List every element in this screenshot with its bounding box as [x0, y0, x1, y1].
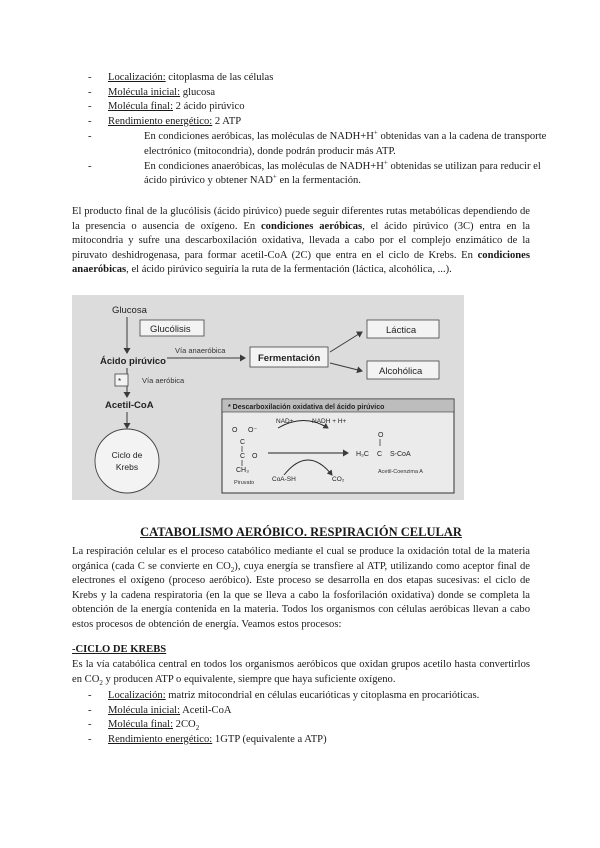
subscript: 2: [195, 724, 200, 733]
list-item-label: Molécula final:: [108, 719, 174, 731]
superscript: +: [383, 158, 388, 167]
pyruvate-o1: O: [232, 427, 238, 434]
nad-label: NAD+: [276, 418, 294, 425]
list-item-text: 2 ácido pirúvico: [173, 101, 245, 113]
via-aerobica-label: Vía aeróbica: [142, 376, 185, 385]
list-item-label: Localización:: [108, 690, 166, 701]
acetyl-h3c: H₃C: [356, 451, 369, 458]
section-title: CATABOLISMO AERÓBICO. RESPIRACIÓN CELULAR: [140, 525, 462, 539]
sub-item-text: en la fermentación.: [276, 175, 361, 187]
krebs-cycle-circle: [95, 429, 159, 493]
star-label: *: [118, 377, 122, 386]
glycolysis-list: [108, 71, 548, 189]
acetil-coa-label: Acetil-CoA: [105, 400, 154, 411]
respiration-paragraph: [72, 545, 530, 633]
subscript: 2: [230, 565, 235, 574]
krebs-paragraph: [72, 658, 530, 687]
sub-item-text: obtenidas se utilizan para reducir el ácido pirúvico y obtener NAD: [144, 160, 541, 187]
list-item: [108, 86, 548, 101]
list-item: [108, 733, 548, 748]
co2-label: CO₂: [332, 476, 345, 483]
list-item: [108, 704, 548, 719]
krebs-label-line2: Krebs: [115, 462, 139, 472]
bold-text: condiciones anaeróbicas: [72, 249, 530, 276]
subscript: 2: [99, 678, 103, 687]
list-item-label: Localización:: [108, 72, 166, 83]
paragraph-text: , el ácido pirúvico seguiría la ruta de la fermentación (láctica, alcohólica, ...).: [126, 264, 452, 276]
list-item-label: Rendimiento energético:: [108, 115, 213, 127]
list-item-label: Rendimiento energético:: [108, 733, 213, 745]
pyruvate-fate-diagram: [72, 295, 464, 500]
alcoholica-label: Alcohólica: [379, 366, 423, 377]
list-item: [108, 718, 548, 733]
glucolisis-label: Glucólisis: [150, 324, 191, 335]
via-anaerobica-label: Vía anaeróbica: [175, 346, 226, 355]
pyruvate-ch3: CH₃: [236, 467, 249, 474]
sub-item-text: obtenidas van a la cadena de transporte electrónico (mitocondria), donde podrán producir más ATP.: [144, 131, 547, 157]
paragraph-text: Es la vía catabólica central en todos los organismos aeróbicos que oxidan grupos acetilo hasta convertirlos en CO: [72, 659, 530, 685]
acetyl-caption: Acetil-Coenzima A: [378, 469, 423, 475]
paragraph-text: La respiración celular es el proceso catabólico mediante el cual se produce la oxidación total de la materia orgánica (cada C se convierte en CO: [72, 546, 530, 572]
pyruvate-paragraph: [72, 205, 530, 278]
bold-text: condiciones aeróbicas: [260, 220, 363, 232]
paragraph-text: El producto final de la glucólisis (ácido pirúvico) puede seguir diferentes rutas metabólicas dependiendo de la presencia o ausencia de oxígeno. En: [72, 206, 530, 232]
nadh-label: NADH + H+: [312, 418, 347, 425]
list-item-text: Acetil-CoA: [180, 704, 232, 716]
pyruvate-caption: Piruvato: [234, 480, 255, 486]
inset-title: * Descarboxilación oxidativa del ácido pirúvico: [228, 404, 385, 411]
superscript: +: [272, 172, 277, 181]
sub-list-item: [108, 130, 548, 159]
acetyl-c: C: [377, 451, 383, 458]
list-item-label: Molécula inicial:: [108, 86, 181, 98]
glucosa-label: Glucosa: [112, 305, 147, 316]
superscript: +: [373, 128, 378, 137]
acetyl-s-coa: S-CoA: [390, 451, 411, 458]
lactica-label: Láctica: [386, 325, 417, 336]
list-item: [108, 689, 548, 704]
paragraph-text: , el ácido pirúvico (3C) entra en la mitocondria y sufre una descarboxilación oxidativa, llevada a cabo por el complejo enzimático de la piruvato deshidrogenasa, para formar acetil-CoA (2C) que entra en el ciclo de Krebs. En: [72, 220, 530, 261]
list-item-text: 2 ATP: [212, 115, 242, 127]
list-item: [108, 115, 548, 189]
sub-item-text: En condiciones aeróbicas, las moléculas de NADH+H: [144, 131, 374, 143]
list-item-text: citoplasma de las células: [165, 72, 274, 83]
sub-list-item: [108, 160, 548, 189]
paragraph-text: ), cuya energía se transfiere al ATP, utilizando como aceptor final de electrones el oxígeno (proceso aeróbico). Este proceso se desarrolla en dos etapas sucesivas: el ciclo de Krebs y la cadena respiratoria (en la que se lleva a cabo la fosforilación oxidativa) donde se completa la obtención de la energía contenida en la materia. Todos los organismos con células aeróbicas llevan a cabo estos procesos de obtención de energía. Veamos estos procesos:: [72, 560, 530, 630]
star-box: [115, 374, 128, 386]
acetyl-o: O: [378, 432, 384, 439]
list-item: [108, 100, 548, 115]
list-item-text: 2CO: [173, 719, 196, 731]
fermentacion-label: Fermentación: [258, 353, 321, 364]
sub-item-text: En condiciones anaeróbicas, las moléculas de NADH+H: [144, 160, 384, 172]
pyruvate-c1: C: [240, 439, 246, 446]
list-item-label: Molécula final:: [108, 101, 174, 113]
list-item-text: glucosa: [180, 86, 216, 98]
list-item-label: Molécula inicial:: [108, 704, 181, 716]
list-item-text: 1GTP (equivalente a ATP): [212, 733, 327, 745]
coa-sh-label: CoA-SH: [272, 476, 296, 483]
list-item-text: matriz mitocondrial en células eucarióticas y citoplasma en procarióticas.: [165, 690, 480, 701]
krebs-label-line1: Ciclo de: [111, 450, 143, 460]
pyruvate-o-minus: O⁻: [248, 427, 258, 434]
pyruvate-o2: O: [252, 453, 258, 460]
krebs-heading: -CICLO DE KREBS: [72, 644, 167, 655]
pyruvate-c2: C: [240, 453, 246, 460]
acido-piruvico-label: Ácido pirúvico: [100, 356, 166, 367]
list-item: [108, 71, 548, 86]
paragraph-text: y producen ATP o equivalente, siempre que haya suficiente oxígeno.: [102, 673, 396, 685]
krebs-list: [108, 689, 548, 747]
